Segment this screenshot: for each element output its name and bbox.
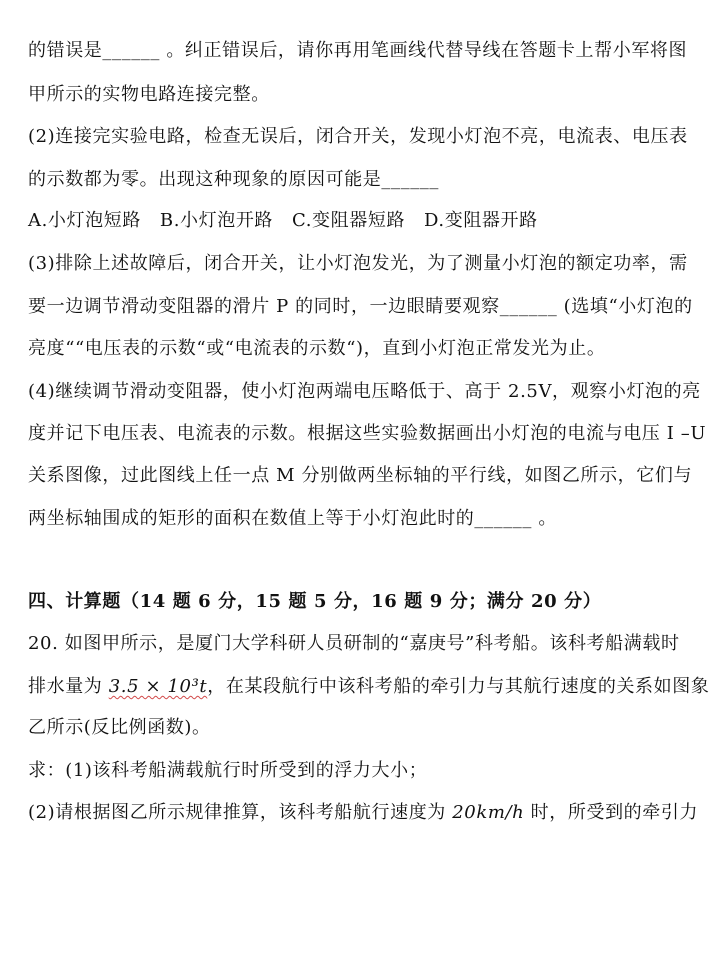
q2-options: A.小灯泡短路 B.小灯泡开路 C.变阻器短路 D.变阻器开路 — [28, 210, 538, 231]
q20-line-3: 乙所示(反比例函数)。 — [28, 717, 211, 738]
q3-line-2: 要一边调节滑动变阻器的滑片 P 的同时，一边眼睛要观察______ (选填“小灯泡的 — [28, 296, 693, 317]
q2-line-2: 的示数都为零。出现这种现象的原因可能是______ — [28, 169, 439, 190]
q20-line-4: 求：(1)该科考船满载航行时所受到的浮力大小； — [28, 760, 428, 781]
q2-line-1: (2)连接完实验电路，检查无误后，闭合开关，发现小灯泡不亮，电流表、电压表 — [28, 126, 688, 147]
q20-line-5 — [28, 801, 698, 825]
displacement-value: 3.5 × 10³t — [108, 676, 208, 697]
section4-title: 四、计算题（14 题 6 分，15 题 5 分，16 题 9 分；满分 20 分） — [28, 591, 602, 612]
part1-line-1: 的错误是______ 。纠正错误后，请你再用笔画线代替导线在答题卡上帮小军将图 — [28, 40, 688, 61]
q20-line-2-prefix: 排水量为 — [28, 676, 109, 697]
q20-line-2 — [28, 675, 709, 699]
q20-line-2-suffix: ，在某段航行中该科考船的牵引力与其航行速度的关系如图象 — [207, 676, 710, 697]
q20-line-5-prefix: (2)请根据图乙所示规律推算，该科考船航行速度为 — [28, 802, 453, 823]
q4-line-4: 两坐标轴围成的矩形的面积在数值上等于小灯泡此时的______ 。 — [28, 508, 557, 529]
q20-line-1: 20. 如图甲所示，是厦门大学科研人员研制的“嘉庚号”科考船。该科考船满载时 — [28, 633, 680, 654]
q4-line-3: 关系图像，过此图线上任一点 M 分别做两坐标轴的平行线，如图乙所示，它们与 — [28, 465, 693, 486]
q4-line-1: (4)继续调节滑动变阻器，使小灯泡两端电压略低于、高于 2.5V，观察小灯泡的亮 — [28, 381, 701, 402]
q3-line-1: (3)排除上述故障后，闭合开关，让小灯泡发光，为了测量小灯泡的额定功率，需 — [28, 253, 688, 274]
q4-line-2: 度并记下电压表、电流表的示数。根据这些实验数据画出小灯泡的电流与电压 I –U — [28, 423, 707, 444]
q3-line-3: 亮度““电压表的示数“或“电流表的示数“)，直到小灯泡正常发光为止。 — [28, 338, 606, 359]
speed-value: 20km/h — [452, 802, 525, 823]
q20-line-5-suffix: 时，所受到的牵引力 — [524, 802, 699, 823]
part1-line-2: 甲所示的实物电路连接完整。 — [28, 84, 270, 105]
